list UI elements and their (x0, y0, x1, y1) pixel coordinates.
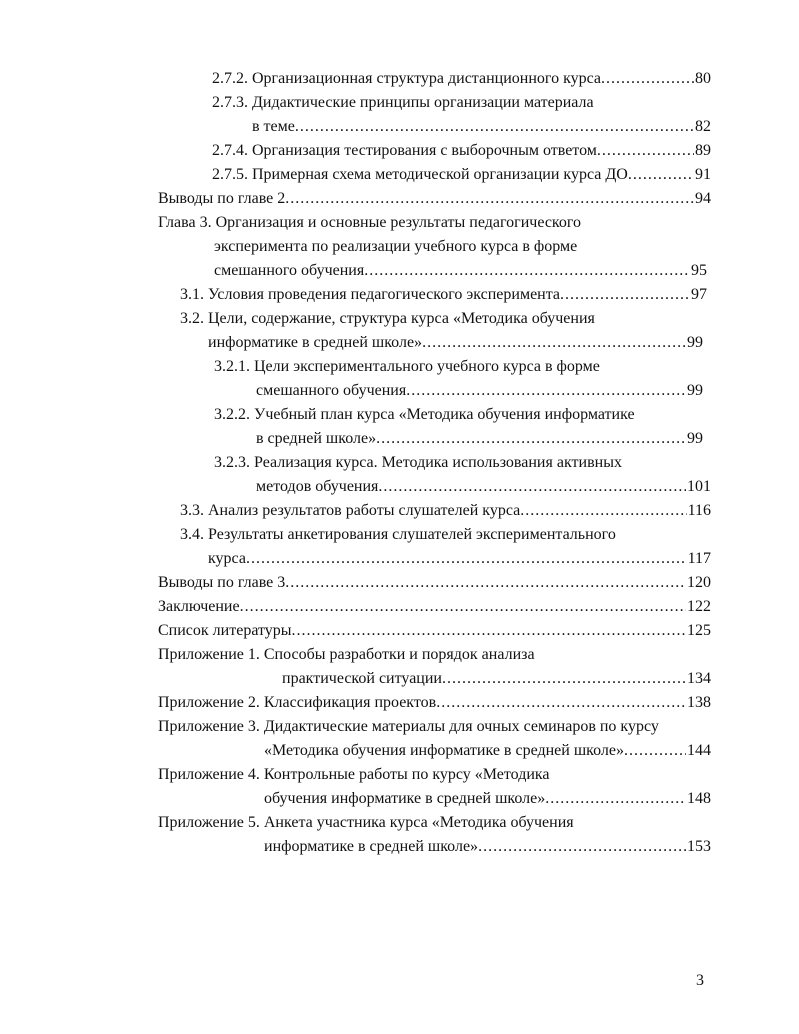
toc-appendix-4 (264, 789, 711, 809)
toc-entry-2-7-2 (212, 69, 711, 89)
toc-entry-conclusions-2 (158, 189, 711, 209)
toc-entry-3-1 (180, 285, 707, 305)
toc-entry-3-2-2 (256, 429, 703, 449)
toc-entry-page: 95 (691, 262, 707, 279)
toc-entry-2-7-3 (252, 117, 711, 137)
toc-entry-title: 3.1. Условия проведения педагогического эксперимента (180, 286, 561, 303)
toc-entry-3-2-1-title: 3.2.1. Цели экспериментального учебного курса в форме (214, 358, 600, 375)
toc-entry-title: Выводы по главе 3 (158, 574, 286, 591)
toc-entry-title: Заключение (158, 598, 240, 615)
toc-entry-3-2-3-title: 3.2.3. Реализация курса. Методика использования активных (214, 454, 622, 471)
toc-entry-page: 134 (687, 670, 711, 687)
toc-entry-title: смешанного обучения (256, 382, 407, 399)
toc-entry-page: 116 (687, 502, 711, 519)
toc-entry-3-2-title: 3.2. Цели, содержание, структура курса «Методика обучения (180, 310, 595, 327)
toc-entry-title: в теме (252, 118, 295, 135)
toc-entry-title: обучения информатике в средней школе» (264, 790, 546, 807)
toc-entry-conclusion (158, 597, 711, 617)
toc-chapter-3-title-cont: эксперимента по реализации учебного курса в форме (214, 238, 578, 255)
toc-entry-3-4-title: 3.4. Результаты анкетирования слушателей экспериментального (180, 526, 616, 543)
toc-entry-3-2-2-title: 3.2.2. Учебный план курса «Методика обучения информатике (214, 406, 635, 423)
toc-appendix-5 (264, 837, 711, 857)
toc-entry-title: 2.7.5. Примерная схема методической организации курса ДО (212, 166, 628, 183)
toc-entry-3-3 (180, 501, 711, 521)
toc-appendix-4-title: Приложение 4. Контрольные работы по курсу «Методика (158, 766, 550, 783)
toc-entry-page: 101 (687, 478, 711, 495)
toc-entry-page: 120 (687, 574, 711, 591)
toc-entry-title: 3.3. Анализ результатов работы слушателей курса (180, 502, 521, 519)
toc-entry-references (158, 621, 711, 641)
toc-entry-page: 94 (695, 190, 711, 207)
toc-entry-3-4 (208, 549, 711, 569)
toc-entry-title: в средней школе» (256, 430, 377, 447)
toc-entry-3-2-3 (256, 477, 711, 497)
toc-entry-page: 125 (687, 622, 711, 639)
toc-entry-page: 99 (687, 334, 703, 351)
toc-entry-page: 97 (691, 286, 707, 303)
toc-appendix-1-title: Приложение 1. Способы разработки и порядок анализа (158, 646, 535, 663)
toc-appendix-3-title: Приложение 3. Дидактические материалы для очных семинаров по курсу (158, 718, 659, 735)
toc-entry-title: методов обучения (256, 478, 379, 495)
toc-entry-page: 144 (687, 742, 711, 759)
toc-entry-2-7-5 (212, 165, 711, 185)
toc-entry-3-2 (208, 333, 703, 353)
toc-entry-title: «Методика обучения информатике в средней школе» (264, 742, 624, 759)
toc-appendix-3 (264, 741, 711, 761)
toc-entry-page: 122 (687, 598, 711, 615)
toc-entry-page: 82 (695, 118, 711, 135)
toc-entry-page: 99 (687, 382, 703, 399)
toc-entry-page: 117 (687, 550, 711, 567)
toc-entry-title: практической ситуации (282, 670, 442, 687)
toc-appendix-2 (158, 693, 711, 713)
toc-entry-page: 80 (695, 70, 711, 87)
toc-entry-title: Приложение 2. Классификация проектов (158, 694, 437, 711)
toc-chapter-3-title: Глава 3. Организация и основные результаты педагогического (158, 214, 582, 231)
toc-chapter-3 (214, 261, 707, 281)
toc-appendix-5-title: Приложение 5. Анкета участника курса «Методика обучения (158, 814, 574, 831)
toc-entry-title: 2.7.2. Организационная структура дистанционного курса (212, 70, 602, 87)
toc-entry-title: курса (208, 550, 246, 567)
toc-entry-title: Список литературы (158, 622, 292, 639)
toc-entry-title: информатике в средней школе» (208, 334, 423, 351)
toc-entry-page: 148 (687, 790, 711, 807)
toc-entry-page: 99 (687, 430, 703, 447)
toc-entry-conclusions-3 (158, 573, 711, 593)
toc-entry-3-2-1 (256, 381, 703, 401)
page-number: 3 (696, 972, 704, 989)
toc-entry-page: 153 (687, 838, 711, 855)
toc-entry-title: информатике в средней школе» (264, 838, 479, 855)
toc-entry-page: 91 (695, 166, 711, 183)
toc-entry-title: 2.7.4. Организация тестирования с выборочным ответом (212, 142, 597, 159)
toc-entry-2-7-4 (212, 141, 711, 161)
toc-entry-2-7-3-title: 2.7.3. Дидактические принципы организации материала (212, 94, 594, 111)
toc-entry-title: Выводы по главе 2 (158, 190, 286, 207)
toc-appendix-1 (282, 669, 711, 689)
toc-entry-title: смешанного обучения (214, 262, 365, 279)
toc-entry-page: 89 (695, 142, 711, 159)
toc-entry-page: 138 (687, 694, 711, 711)
